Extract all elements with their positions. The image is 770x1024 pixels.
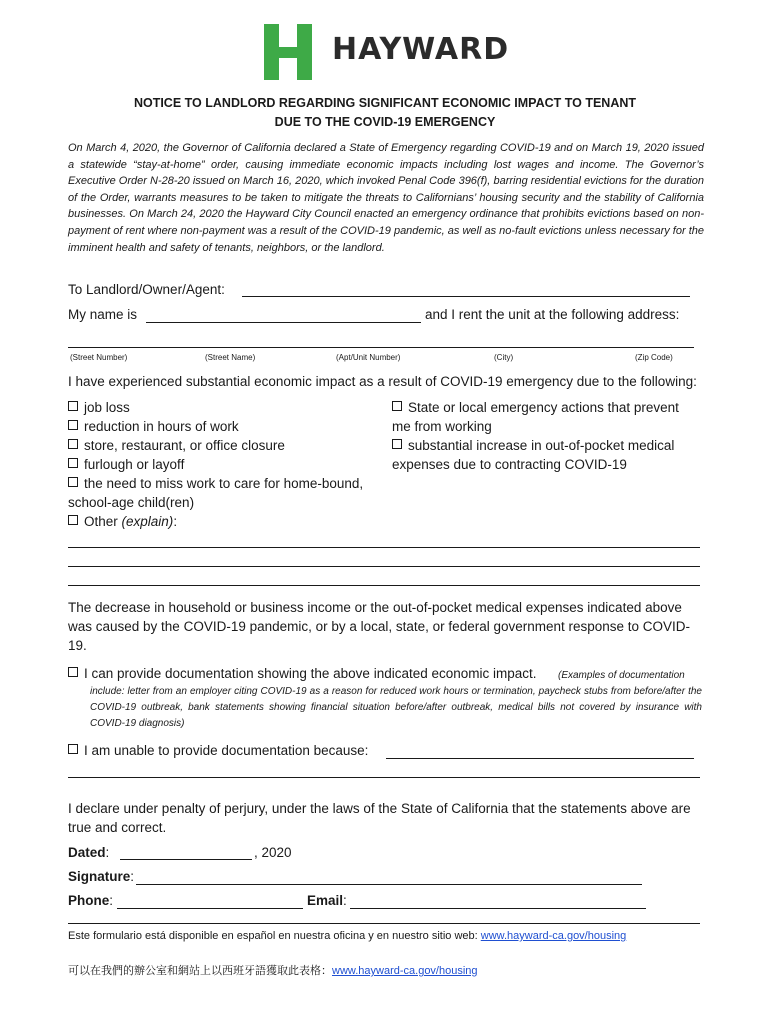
address-field[interactable] — [68, 347, 694, 348]
email-row: Email: — [307, 893, 347, 908]
signature-field[interactable] — [136, 884, 642, 885]
option-label: State or local emergency actions that prevent — [408, 400, 679, 415]
option-furlough[interactable] — [68, 457, 184, 472]
option-medical-expenses[interactable] — [392, 438, 674, 453]
page-title-line2: DUE TO THE COVID-19 EMERGENCY — [274, 115, 496, 129]
street-name-caption: (Street Name) — [205, 353, 256, 362]
checkbox-icon[interactable] — [68, 401, 78, 411]
option-childcare[interactable] — [68, 476, 363, 491]
declaration: I declare under penalty of perjury, under the laws of the State of California that the statements above are true and correct. — [68, 801, 691, 835]
option-label: job loss — [84, 400, 130, 415]
option-other[interactable] — [68, 514, 177, 529]
option-label: I am unable to provide documentation because: — [84, 743, 369, 758]
option-childcare-cont: school-age child(ren) — [68, 495, 195, 510]
option-reduction-hours[interactable] — [68, 419, 239, 434]
option-can-provide-docs[interactable] — [68, 666, 537, 681]
option-label: furlough or layoff — [84, 457, 185, 472]
other-colon: : — [173, 514, 178, 529]
spanish-notice — [68, 930, 626, 942]
option-closure[interactable] — [68, 438, 285, 453]
option-label: Other — [84, 514, 118, 529]
impact-intro: I have experienced substantial economic impact as a result of COVID-19 emergency due to the following: — [68, 374, 697, 389]
landlord-name-field[interactable] — [242, 296, 690, 297]
explain-line-2[interactable] — [68, 566, 700, 567]
checkbox-icon[interactable] — [68, 458, 78, 468]
hayward-h-logo-icon — [264, 24, 312, 80]
unable-reason-line-2[interactable] — [68, 777, 700, 778]
spanish-housing-link[interactable]: www.hayward-ca.gov/housing — [480, 930, 627, 942]
phone-field[interactable] — [117, 908, 303, 909]
signature-label: Signature — [68, 869, 131, 884]
signature-row: Signature: — [68, 869, 135, 884]
unable-reason-field[interactable] — [386, 758, 694, 759]
checkbox-icon[interactable] — [68, 420, 78, 430]
page-title-line1: NOTICE TO LANDLORD REGARDING SIGNIFICANT ECONOMIC IMPACT TO TENANT — [133, 96, 637, 110]
option-medical-expenses-cont: expenses due to contracting COVID-19 — [392, 457, 627, 472]
dated-label: Dated — [68, 845, 106, 860]
checkbox-icon[interactable] — [68, 439, 78, 449]
apt-unit-caption: (Apt/Unit Number) — [336, 353, 401, 362]
chinese-notice — [68, 962, 478, 978]
hayward-logo — [264, 24, 510, 84]
option-label: store, restaurant, or office closure — [84, 438, 285, 453]
date-field[interactable] — [120, 859, 252, 860]
dated-year: , 2020 — [254, 845, 292, 860]
chinese-housing-link[interactable]: www.hayward-ca.gov/housing — [332, 965, 478, 977]
doc-examples: include: letter from an employer citing COVID-19 as a reason for reduced work hours or termination, paycheck stubs from before/after the COVID-19 outbreak, bank statements showing financial situation before/after outbreak, medical bills not covered by insurance with COVID-19 diagnosis) — [90, 686, 702, 729]
spanish-text: Este formulario está disponible en español en nuestra oficina y en nuestro sitio web: — [68, 930, 478, 942]
checkbox-icon[interactable] — [392, 401, 402, 411]
footer-divider — [68, 923, 700, 924]
street-number-caption: (Street Number) — [70, 353, 128, 362]
doc-examples-intro: (Examples of documentation — [558, 670, 685, 681]
intro-paragraph: On March 4, 2020, the Governor of California declared a State of Emergency regarding COVID-19 and on March 19, 2020 issued a statewide “stay-at-home” order, causing immediate economic impacts including lost wages and income. The Governor’s Executive Order N-28-20 issued on March 16, 2020, which invoked Penal Code 396(f), barring residential evictions for the duration of the Order, warrants measures to be taken to mitigate the threats to Californians’ housing security and the stability of California businesses. On March 24, 2020 the Hayward City Council enacted an emergency ordinance that prohibits evictions based on non-payment of rent where non-payment was a result of the COVID-19 pandemic, as well as no-fault evictions unless necessary for the imminent health and safety of tenants, neighbors, or the landlord. — [68, 142, 704, 254]
checkbox-icon[interactable] — [68, 515, 78, 525]
other-explain-label: (explain) — [121, 514, 174, 529]
city-caption: (City) — [494, 353, 514, 362]
option-label: I can provide documentation showing the above indicated economic impact. — [84, 666, 537, 681]
email-label: Email — [307, 893, 344, 908]
explain-line-3[interactable] — [68, 585, 700, 586]
option-label: reduction in hours of work — [84, 419, 239, 434]
option-label: the need to miss work to care for home-bound, — [84, 476, 364, 491]
email-field[interactable] — [350, 908, 646, 909]
phone-row: Phone: — [68, 893, 114, 908]
address-label: and I rent the unit at the following address: — [425, 307, 680, 322]
checkbox-icon[interactable] — [68, 477, 78, 487]
decrease-statement: The decrease in household or business income or the out-of-pocket medical expenses indicated above was caused by the COVID-19 pandemic, or by a local, state, or federal government response to COVID-19. — [68, 600, 691, 653]
option-label: substantial increase in out-of-pocket medical — [408, 438, 675, 453]
dated-row: Dated: — [68, 845, 110, 860]
phone-label: Phone — [68, 893, 110, 908]
checkbox-icon[interactable] — [392, 439, 402, 449]
name-label: My name is — [68, 307, 138, 322]
option-emergency-actions-cont: me from working — [392, 419, 492, 434]
option-job-loss[interactable] — [68, 400, 130, 415]
checkbox-icon[interactable] — [68, 667, 78, 677]
tenant-name-field[interactable] — [146, 322, 421, 323]
explain-line-1[interactable] — [68, 547, 700, 548]
option-emergency-actions[interactable] — [392, 400, 679, 415]
brand-name: HAYWARD — [332, 32, 510, 67]
chinese-text: 可以在我們的辦公室和網站上以西班牙語獲取此表格： — [68, 965, 332, 977]
zip-code-caption: (Zip Code) — [635, 353, 673, 362]
checkbox-icon[interactable] — [68, 744, 78, 754]
to-landlord-label: To Landlord/Owner/Agent: — [68, 282, 225, 297]
option-unable-docs[interactable] — [68, 743, 368, 758]
